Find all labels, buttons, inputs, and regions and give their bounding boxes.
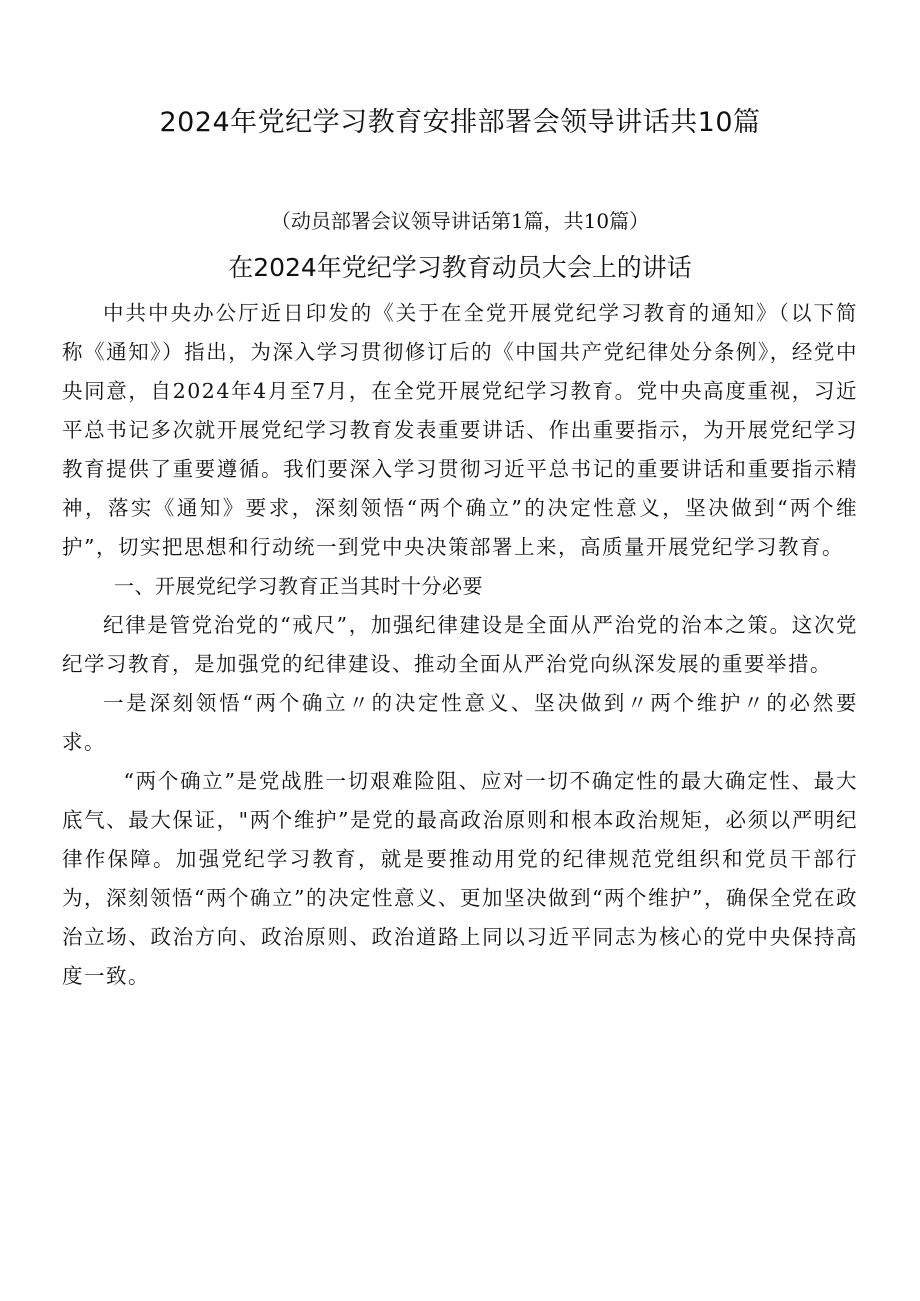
section-heading: 一、开展党纪学习教育正当其时十分必要 bbox=[114, 574, 483, 598]
intro-paragraph: 中共中央办公厅近日印发的《关于在全党开展党纪学习教育的通知》（以下简称《通知》）指出，为深入学习贯彻修订后的《中国共产党纪律处分条例》，经党中央同意，自2024年4月至7月，在全党开展党纪学习教育。党中央高度重视，习近平总书记多次就开展党纪学习教育发表重要讲话、作出重要指示，为开展党纪学习教育提供了重要遵循。我们要深入学习贯彻习近平总书记的重要讲话和重要指示精神，落实《通知》要求，深刻领悟“两个确立”的决定性意义，坚决做到“两个维护”，切实把思想和行动统一到党中央决策部署上来，高质量开展党纪学习教育。 bbox=[62, 301, 858, 559]
document-body bbox=[62, 294, 858, 996]
section-paragraph: 纪律是管党治党的“戒尺”，加强纪律建设是全面从严治党的治本之策。这次党纪学习教育，是加强党的纪律建设、推动全面从严治党向纵深发展的重要举措。 bbox=[62, 613, 858, 676]
document-title: 2024年党纪学习教育安排部署会领导讲话共10篇 bbox=[159, 107, 761, 138]
section-paragraph: “两个确立”是党战胜一切艰难险阻、应对一切不确定性的最大确定性、最大底气、最大保证，"两个维护”是党的最高政治原则和根本政治规矩，必须以严明纪律作保障。加强党纪学习教育，就是要推动用党的纪律规范党组织和党员干部行为，深刻领悟“两个确立”的决定性意义、更加坚决做到“两个维护”，确保全党在政治立场、政治方向、政治原则、政治道路上同以习近平同志为核心的党中央保持高度一致。 bbox=[62, 769, 858, 988]
section-paragraph: 一是深刻领悟“两个确立〃的决定性意义、坚决做到〃两个维护〃的必然要求。 bbox=[62, 691, 858, 754]
document-subtitle: （动员部署会议领导讲话第1篇，共10篇） bbox=[270, 209, 650, 233]
speech-title: 在2024年党纪学习教育动员大会上的讲话 bbox=[228, 253, 692, 282]
